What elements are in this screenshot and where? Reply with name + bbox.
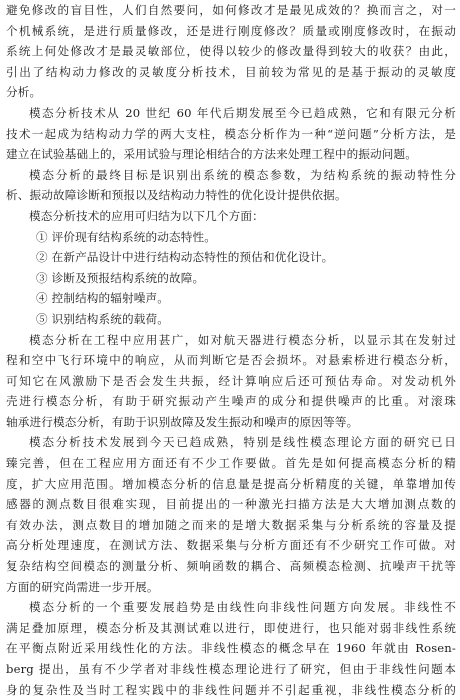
text-line: 模态分析的最终目标是识别出系统的模态参数，为结构系统的振动特性分 [29,167,456,182]
text-line: 在平衡点附近采用线性化的方法。非线性模态的概念早在 1960 年就由 Rosen- [6,641,456,656]
text-line: 析、振动故障诊断和预报以及结构动力特性的优化设计提供依据。 [6,188,347,203]
text-line: 引出了结构动力修改的灵敏度分析技术，目前较为常见的是基于振动的灵敏度 [6,64,456,79]
text-line: 避免修改的盲目性，人们自然要问，如何修改才是最见成效的？换而言之，对一 [6,3,456,17]
document-page [6,0,456,700]
text-line: 模态分析的一个重要发展趋势是由线性向非线性问题方向发展。非线性不 [29,600,456,615]
text-line: 方面的研究尚需进一步开展。 [6,579,159,594]
text-line: 满足叠加原理，模态分析及其测试难以进行，即使进行，也只能对弱非线性系统 [6,620,456,635]
text-line: 程和空中飞行环境中的响应，从而判断它是否会损坏。对悬索桥进行模态分析， [6,353,456,368]
text-line: 分析。 [6,85,42,100]
paragraph [6,330,456,433]
paragraph [6,206,456,227]
text-line: 模态分析技术发展到今天已趋成熟，特别是线性模态理论方面的研究已日 [29,435,456,450]
text-line: 有效办法，测点数目的增加随之而来的是增大数据采集与分析系统的容量及提 [6,517,456,532]
paragraph [6,597,456,700]
paragraph [6,165,456,206]
text-line: 建立在试验基础上的，采用试验与理论相结合的方法来处理工程中的振动问题。 [6,147,418,162]
text-line: 壳进行模态分析，有助于研究振动产生噪声的成分和提供噪声的比重。对滚珠 [6,394,456,409]
list-item: ② 在新产品设计中进行结构动态特性的预估和优化设计。 [36,250,334,265]
list-item: ④ 控制结构的辐射噪声。 [36,291,170,306]
list-item: ③ 诊断及预报结构系统的故障。 [36,270,205,285]
text-line: 轴承进行模态分析，有助于识别故障及发生振动和噪声的原因等等。 [6,414,359,429]
application-list [6,227,456,330]
text-line: 技术一起成为结构动力学的两大支柱，模态分析作为一种“逆问题”分析方法，是 [6,126,456,141]
text-line: 个机械系统，是进行质量修改，还是进行刚度修改？质量或刚度修改时，在振动 [6,23,456,38]
text-line: 模态分析技术的应用可归结为以下几个方面： [29,208,264,223]
text-line: 感器的测点数目很难实现，目前提出的一种激光扫描方法是大大增加测点数的 [6,497,456,512]
text-line: 臻完善，但在工程应用方面还有不少工作要做。首先是如何提高模态分析的精 [6,456,456,471]
text-line: 可知它在风激励下是否会发生共振，经计算响应后还可预估寿命。对发动机外 [6,373,456,388]
text-line: berg 提出，虽有不少学者对非线性模态理论进行了研究，但由于非线性问题本 [6,662,456,676]
text-line: 模态分析在工程中应用甚广，如对航天器进行模态分析，以显示其在发射过 [29,332,456,347]
paragraph [6,0,456,103]
list-item: ① 评价现有结构系统的动态特性。 [36,229,216,244]
text-line: 高分析处理速度，在测试方法、数据采集与分析方面还有不少研究工作可做。对 [6,538,456,553]
paragraph [6,103,456,165]
text-line: 复杂结构空间模态的测量分析、频响函数的耦合、高频模态检测、抗噪声干扰等 [6,559,456,574]
text-line: 模态分析技术从 20 世纪 60 年代后期发展至今已趋成熟，它和有限元分析 [29,105,456,120]
text-line: 身的复杂性及当时工程实践中的非线性问题并不引起重视，非线性模态分析的 [6,682,456,697]
list-item: ⑤ 识别结构系统的载荷。 [36,311,170,326]
text-line: 度，扩大应用范围。增加模态分析的信息量是提高分析精度的关键，单靠增加传 [6,476,456,491]
paragraph [6,432,456,597]
text-line: 系统上何处修改才是最灵敏部位，使得以较少的修改量得到较大的收获？由此， [6,44,456,59]
